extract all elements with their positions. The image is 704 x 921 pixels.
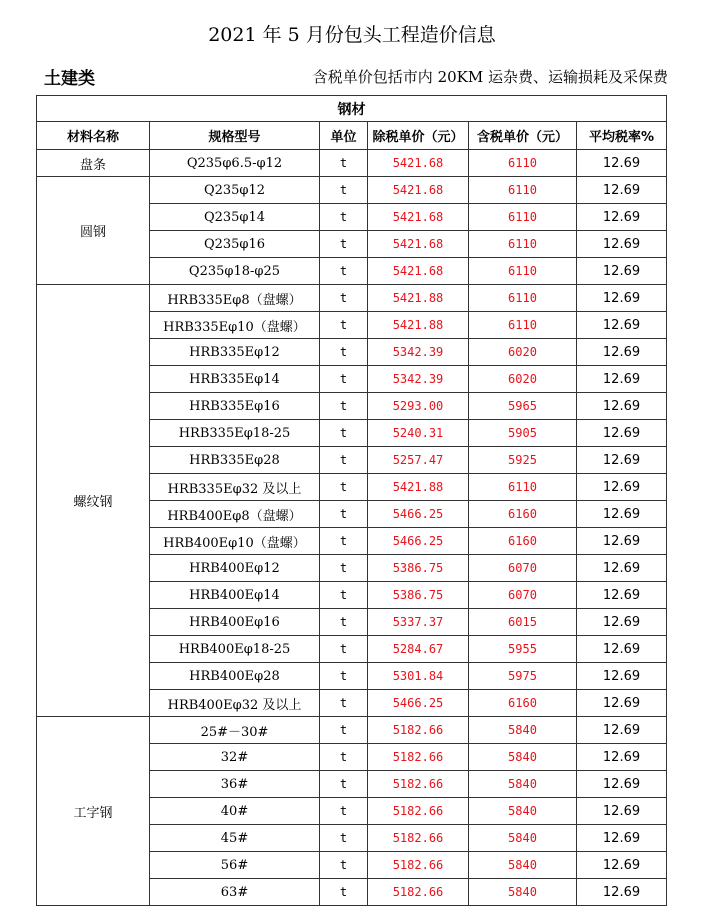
- tax-rate-cell: 12.69: [577, 474, 667, 501]
- spec-cell: 36#: [150, 771, 320, 798]
- tax-rate-cell: 12.69: [577, 177, 667, 204]
- tax-rate-cell: 12.69: [577, 393, 667, 420]
- tax-rate-cell: 12.69: [577, 555, 667, 582]
- price-pretax-cell: 5182.66: [368, 879, 469, 906]
- header-unit: 单位: [320, 122, 368, 150]
- price-pretax-cell: 5386.75: [368, 582, 469, 609]
- price-incl-tax-cell: 5840: [469, 744, 577, 771]
- price-incl-tax-cell: 5905: [469, 420, 577, 447]
- tax-rate-cell: 12.69: [577, 231, 667, 258]
- unit-cell: t: [320, 528, 368, 555]
- spec-cell: Q235φ6.5-φ12: [150, 150, 320, 177]
- tax-rate-cell: 12.69: [577, 150, 667, 177]
- price-pretax-cell: 5421.68: [368, 150, 469, 177]
- price-incl-tax-cell: 5840: [469, 798, 577, 825]
- unit-cell: t: [320, 339, 368, 366]
- table-header-row: [37, 122, 667, 150]
- price-incl-tax-cell: 6110: [469, 150, 577, 177]
- tax-rate-cell: 12.69: [577, 447, 667, 474]
- unit-cell: t: [320, 879, 368, 906]
- unit-cell: t: [320, 690, 368, 717]
- tax-rate-cell: 12.69: [577, 339, 667, 366]
- spec-cell: HRB335Eφ18-25: [150, 420, 320, 447]
- spec-cell: Q235φ14: [150, 204, 320, 231]
- price-pretax-cell: 5466.25: [368, 690, 469, 717]
- price-incl-tax-cell: 6020: [469, 366, 577, 393]
- unit-cell: t: [320, 852, 368, 879]
- unit-cell: t: [320, 474, 368, 501]
- spec-cell: 56#: [150, 852, 320, 879]
- unit-cell: t: [320, 393, 368, 420]
- price-pretax-cell: 5182.66: [368, 798, 469, 825]
- price-incl-tax-cell: 6110: [469, 312, 577, 339]
- price-pretax-cell: 5466.25: [368, 501, 469, 528]
- price-pretax-cell: 5182.66: [368, 744, 469, 771]
- price-incl-tax-cell: 5975: [469, 663, 577, 690]
- tax-rate-cell: 12.69: [577, 285, 667, 312]
- price-pretax-cell: 5182.66: [368, 771, 469, 798]
- table-row: [37, 150, 667, 177]
- spec-cell: 25#－30#: [150, 717, 320, 744]
- price-pretax-cell: 5284.67: [368, 636, 469, 663]
- price-incl-tax-cell: 6160: [469, 501, 577, 528]
- unit-cell: t: [320, 636, 368, 663]
- unit-cell: t: [320, 555, 368, 582]
- unit-cell: t: [320, 663, 368, 690]
- price-pretax-cell: 5421.88: [368, 312, 469, 339]
- spec-cell: HRB400Eφ28: [150, 663, 320, 690]
- table-caption: 钢材: [37, 96, 667, 122]
- spec-cell: HRB335Eφ8（盘螺）: [150, 285, 320, 312]
- spec-cell: HRB400Eφ12: [150, 555, 320, 582]
- tax-rate-cell: 12.69: [577, 366, 667, 393]
- unit-cell: t: [320, 285, 368, 312]
- price-pretax-cell: 5342.39: [368, 339, 469, 366]
- header-spec: 规格型号: [150, 122, 320, 150]
- price-incl-tax-cell: 6015: [469, 609, 577, 636]
- category-label: 土建类: [44, 69, 95, 89]
- page-title: 2021 年 5 月份包头工程造价信息: [208, 24, 496, 46]
- price-pretax-cell: 5421.68: [368, 177, 469, 204]
- spec-cell: HRB335Eφ28: [150, 447, 320, 474]
- price-pretax-cell: 5386.75: [368, 555, 469, 582]
- price-incl-tax-cell: 6070: [469, 555, 577, 582]
- spec-cell: HRB400Eφ10（盘螺）: [150, 528, 320, 555]
- price-incl-tax-cell: 5955: [469, 636, 577, 663]
- unit-cell: t: [320, 582, 368, 609]
- unit-cell: t: [320, 447, 368, 474]
- spec-cell: HRB400Eφ8（盘螺）: [150, 501, 320, 528]
- unit-cell: t: [320, 501, 368, 528]
- price-pretax-cell: 5421.88: [368, 474, 469, 501]
- spec-cell: HRB335Eφ12: [150, 339, 320, 366]
- material-name-cell: 工字钢: [37, 717, 150, 906]
- spec-cell: Q235φ18-φ25: [150, 258, 320, 285]
- price-incl-tax-cell: 5925: [469, 447, 577, 474]
- price-pretax-cell: 5182.66: [368, 717, 469, 744]
- price-incl-tax-cell: 5840: [469, 771, 577, 798]
- tax-rate-cell: 12.69: [577, 744, 667, 771]
- price-incl-tax-cell: 6160: [469, 690, 577, 717]
- spec-cell: Q235φ16: [150, 231, 320, 258]
- unit-cell: t: [320, 312, 368, 339]
- tax-rate-cell: 12.69: [577, 582, 667, 609]
- price-pretax-cell: 5257.47: [368, 447, 469, 474]
- price-incl-tax-cell: 5840: [469, 717, 577, 744]
- unit-cell: t: [320, 258, 368, 285]
- tax-rate-cell: 12.69: [577, 879, 667, 906]
- unit-cell: t: [320, 150, 368, 177]
- table-body: [37, 150, 667, 906]
- price-incl-tax-cell: 6110: [469, 285, 577, 312]
- price-pretax-cell: 5421.88: [368, 285, 469, 312]
- tax-rate-cell: 12.69: [577, 420, 667, 447]
- table-row: [37, 717, 667, 744]
- tax-rate-cell: 12.69: [577, 636, 667, 663]
- price-incl-tax-cell: 5840: [469, 852, 577, 879]
- price-incl-tax-cell: 5965: [469, 393, 577, 420]
- price-pretax-cell: 5240.31: [368, 420, 469, 447]
- table-row: [37, 177, 667, 204]
- spec-cell: HRB335Eφ14: [150, 366, 320, 393]
- unit-cell: t: [320, 231, 368, 258]
- spec-cell: 63#: [150, 879, 320, 906]
- tax-rate-cell: 12.69: [577, 528, 667, 555]
- tax-rate-cell: 12.69: [577, 798, 667, 825]
- unit-cell: t: [320, 825, 368, 852]
- spec-cell: HRB335Eφ10（盘螺）: [150, 312, 320, 339]
- spec-cell: HRB400Eφ18-25: [150, 636, 320, 663]
- tax-rate-cell: 12.69: [577, 825, 667, 852]
- price-incl-tax-cell: 6110: [469, 177, 577, 204]
- unit-cell: t: [320, 771, 368, 798]
- tax-rate-cell: 12.69: [577, 258, 667, 285]
- spec-cell: HRB335Eφ32 及以上: [150, 474, 320, 501]
- spec-cell: HRB400Eφ32 及以上: [150, 690, 320, 717]
- header-price-incl-tax: 含税单价（元）: [469, 122, 577, 150]
- tax-rate-cell: 12.69: [577, 717, 667, 744]
- price-incl-tax-cell: 6070: [469, 582, 577, 609]
- unit-cell: t: [320, 798, 368, 825]
- tax-rate-cell: 12.69: [577, 771, 667, 798]
- spec-cell: HRB400Eφ16: [150, 609, 320, 636]
- price-pretax-cell: 5342.39: [368, 366, 469, 393]
- unit-cell: t: [320, 744, 368, 771]
- price-pretax-cell: 5421.68: [368, 258, 469, 285]
- unit-cell: t: [320, 204, 368, 231]
- price-incl-tax-cell: 5840: [469, 879, 577, 906]
- tax-rate-cell: 12.69: [577, 663, 667, 690]
- spec-cell: 40#: [150, 798, 320, 825]
- price-incl-tax-cell: 6110: [469, 204, 577, 231]
- material-name-cell: 盘条: [37, 150, 150, 177]
- price-incl-tax-cell: 6020: [469, 339, 577, 366]
- tax-rate-cell: 12.69: [577, 501, 667, 528]
- spec-cell: 32#: [150, 744, 320, 771]
- price-pretax-cell: 5182.66: [368, 825, 469, 852]
- spec-cell: Q235φ12: [150, 177, 320, 204]
- price-table: [36, 95, 667, 906]
- unit-cell: t: [320, 366, 368, 393]
- price-incl-tax-cell: 6110: [469, 258, 577, 285]
- tax-rate-cell: 12.69: [577, 312, 667, 339]
- price-incl-tax-cell: 5840: [469, 825, 577, 852]
- header-tax-rate: 平均税率%: [577, 122, 667, 150]
- spec-cell: HRB335Eφ16: [150, 393, 320, 420]
- price-incl-tax-cell: 6160: [469, 528, 577, 555]
- price-pretax-cell: 5421.68: [368, 204, 469, 231]
- spec-cell: 45#: [150, 825, 320, 852]
- price-note: 含税单价包括市内 20KM 运杂费、运输损耗及采保费: [312, 68, 668, 86]
- header-material: 材料名称: [37, 122, 150, 150]
- price-pretax-cell: 5337.37: [368, 609, 469, 636]
- price-incl-tax-cell: 6110: [469, 474, 577, 501]
- price-pretax-cell: 5466.25: [368, 528, 469, 555]
- price-incl-tax-cell: 6110: [469, 231, 577, 258]
- price-pretax-cell: 5182.66: [368, 852, 469, 879]
- material-name-cell: 圆钢: [37, 177, 150, 285]
- unit-cell: t: [320, 177, 368, 204]
- material-name-cell: 螺纹钢: [37, 285, 150, 717]
- tax-rate-cell: 12.69: [577, 852, 667, 879]
- table-row: [37, 285, 667, 312]
- tax-rate-cell: 12.69: [577, 690, 667, 717]
- unit-cell: t: [320, 609, 368, 636]
- unit-cell: t: [320, 420, 368, 447]
- unit-cell: t: [320, 717, 368, 744]
- header-price-pretax: 除税单价（元）: [368, 122, 469, 150]
- price-pretax-cell: 5421.68: [368, 231, 469, 258]
- tax-rate-cell: 12.69: [577, 609, 667, 636]
- price-pretax-cell: 5293.00: [368, 393, 469, 420]
- price-pretax-cell: 5301.84: [368, 663, 469, 690]
- tax-rate-cell: 12.69: [577, 204, 667, 231]
- spec-cell: HRB400Eφ14: [150, 582, 320, 609]
